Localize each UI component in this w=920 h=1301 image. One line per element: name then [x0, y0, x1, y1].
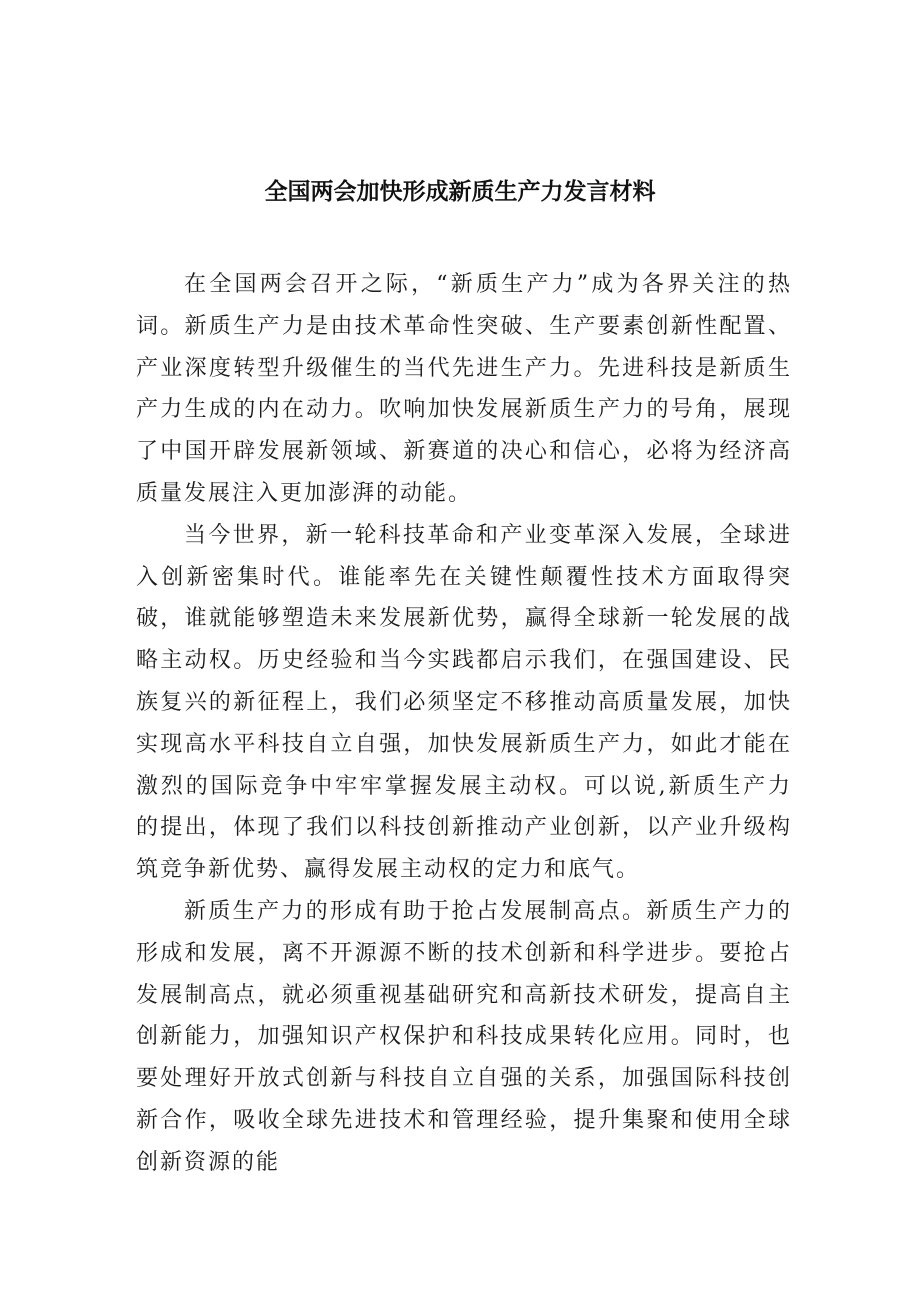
document-title: 全国两会加快形成新质生产力发言材料 [264, 179, 656, 205]
paragraph: 当今世界，新一轮科技革命和产业变革深入发展，全球进入创新密集时代。谁能率先在关键性颠覆性技术方面取得突破，谁就能够塑造未来发展新优势，赢得全球新一轮发展的战略主动权。历史经验和当今实践都启示我们，在强国建设、民族复兴的新征程上，我们必须坚定不移推动高质量发展，加快实现高水平科技自立自强，加快发展新质生产力，如此才能在激烈的国际竞争中牢牢掌握发展主动权。可以说,新质生产力的提出，体现了我们以科技创新推动产业创新，以产业升级构筑竞争新优势、赢得发展主动权的定力和底气。 [136, 522, 792, 883]
document-body [136, 264, 792, 1184]
paragraph: 在全国两会召开之际，“新质生产力”成为各界关注的热词。新质生产力是由技术革命性突破、生产要素创新性配置、产业深度转型升级催生的当代先进生产力。先进科技是新质生产力生成的内在动力。吹响加快发展新质生产力的号角，展现了中国开辟发展新领域、新赛道的决心和信心，必将为经济高质量发展注入更加澎湃的动能。 [136, 272, 792, 506]
paragraph: 新质生产力的形成有助于抢占发展制高点。新质生产力的形成和发展，离不开源源不断的技术创新和科学进步。要抢占发展制高点，就必须重视基础研究和高新技术研发，提高自主创新能力，加强知识产权保护和科技成果转化应用。同时，也要处理好开放式创新与科技自立自强的关系，加强国际科技创新合作，吸收全球先进技术和管理经验，提升集聚和使用全球创新资源的能 [136, 898, 792, 1175]
